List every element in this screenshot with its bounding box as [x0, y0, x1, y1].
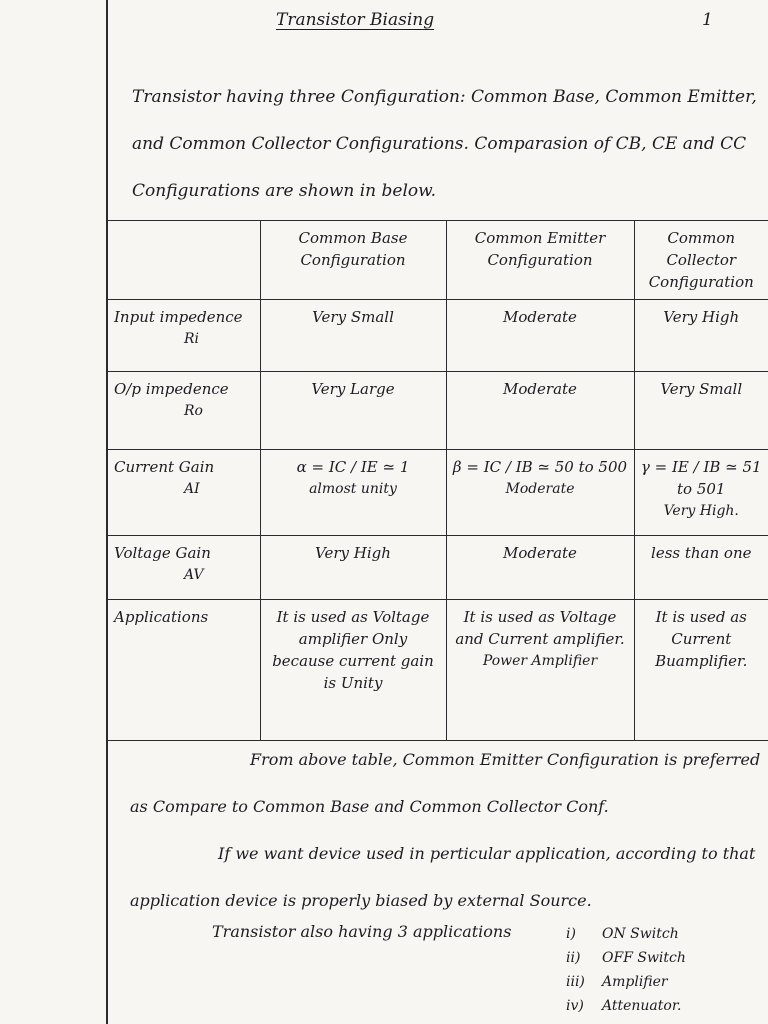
comparison-table: [108, 220, 768, 741]
cb-cell: [260, 372, 446, 450]
list-item: [566, 922, 686, 946]
cc-value: It is used as Current Buamplifier.: [655, 608, 748, 670]
ce-cell: [446, 300, 634, 372]
applications-list: [566, 922, 686, 1018]
cb-value: α = IC / IE ≃ 1: [296, 458, 410, 476]
ce-cell: [446, 600, 634, 741]
table-header-row: [108, 221, 768, 300]
cb-cell: [260, 450, 446, 536]
ce-subvalue: Power Amplifier: [482, 653, 598, 669]
cc-value: Very High: [663, 308, 740, 326]
table-row: [108, 600, 768, 741]
param-cell: [108, 372, 260, 450]
cb-cell: [260, 600, 446, 741]
cc-value: Very Small: [660, 380, 743, 398]
list-item-label: Amplifier: [602, 974, 668, 990]
conclusion-para-1: From above table, Common Emitter Configuration is preferred as Compare to Common Base and Common Collector Conf.: [130, 750, 761, 816]
table-row: [108, 450, 768, 536]
param-symbol: AV: [184, 567, 204, 583]
list-item-number: iii): [566, 974, 585, 990]
conclusion-para-2: If we want device used in perticular application, according to that application device is properly biased by external Source.: [130, 844, 756, 910]
list-item: [566, 994, 686, 1018]
param-cell: [108, 536, 260, 600]
cc-cell: [634, 372, 768, 450]
ce-value: Moderate: [503, 380, 577, 398]
param-symbol: Ri: [184, 331, 200, 347]
header-cell-ce: Common Emitter Configuration: [446, 221, 634, 300]
page-title: Transistor Biasing: [276, 10, 435, 30]
header-cell-empty: [108, 221, 260, 300]
cb-cell: [260, 300, 446, 372]
intro-paragraph: Transistor having three Configuration: Common Base, Common Emitter, and Common Collector Configurations. Comparasion of CB, CE and CC Configurations are shown in below.: [132, 87, 757, 201]
ce-value: It is used as Voltage and Current amplifier.: [455, 608, 625, 648]
cc-subvalue: Very High.: [663, 503, 739, 519]
applications-intro: Transistor also having 3 applications: [212, 922, 512, 941]
table-row: [108, 300, 768, 372]
param-cell: [108, 300, 260, 372]
cc-cell: [634, 536, 768, 600]
param-cell: [108, 450, 260, 536]
cb-value: Very High: [315, 544, 391, 562]
param-name: Input impedence: [114, 308, 243, 326]
page-number: 1: [702, 10, 713, 30]
ce-value: β = IC / IB ≃ 50 to 500: [452, 458, 628, 476]
cb-value: Very Large: [311, 380, 395, 398]
cc-cell: [634, 600, 768, 741]
list-item-number: iv): [566, 998, 584, 1014]
param-symbol: Ro: [184, 403, 203, 419]
header-cell-cc: Common Collector Configuration: [634, 221, 768, 300]
conclusion: [130, 736, 766, 924]
list-item: [566, 946, 686, 970]
ce-cell: [446, 536, 634, 600]
list-item-label: ON Switch: [602, 926, 679, 942]
cc-value: γ = IE / IB ≃ 51 to 501: [640, 458, 762, 498]
param-name: Applications: [114, 608, 209, 626]
list-item: [566, 970, 686, 994]
cb-value: It is used as Voltage amplifier Only because current gain is Unity: [272, 608, 434, 692]
ce-value: Moderate: [503, 308, 577, 326]
cc-cell: [634, 300, 768, 372]
cc-cell: [634, 450, 768, 536]
list-item-number: i): [566, 926, 576, 942]
ce-value: Moderate: [503, 544, 577, 562]
ce-subvalue: Moderate: [505, 481, 575, 497]
ce-cell: [446, 372, 634, 450]
cb-subvalue: almost unity: [309, 481, 397, 497]
cb-cell: [260, 536, 446, 600]
cc-value: less than one: [651, 544, 752, 562]
list-item-label: Attenuator.: [602, 998, 682, 1014]
table-row: [108, 536, 768, 600]
header-cell-cb: Common Base Configuration: [260, 221, 446, 300]
param-symbol: AI: [184, 481, 200, 497]
param-name: Voltage Gain: [114, 544, 211, 562]
cb-value: Very Small: [312, 308, 394, 326]
list-item-label: OFF Switch: [602, 950, 686, 966]
list-item-number: ii): [566, 950, 581, 966]
param-cell: [108, 600, 260, 741]
ce-cell: [446, 450, 634, 536]
param-name: Current Gain: [114, 458, 215, 476]
param-name: O/p impedence: [114, 380, 229, 398]
table-row: [108, 372, 768, 450]
